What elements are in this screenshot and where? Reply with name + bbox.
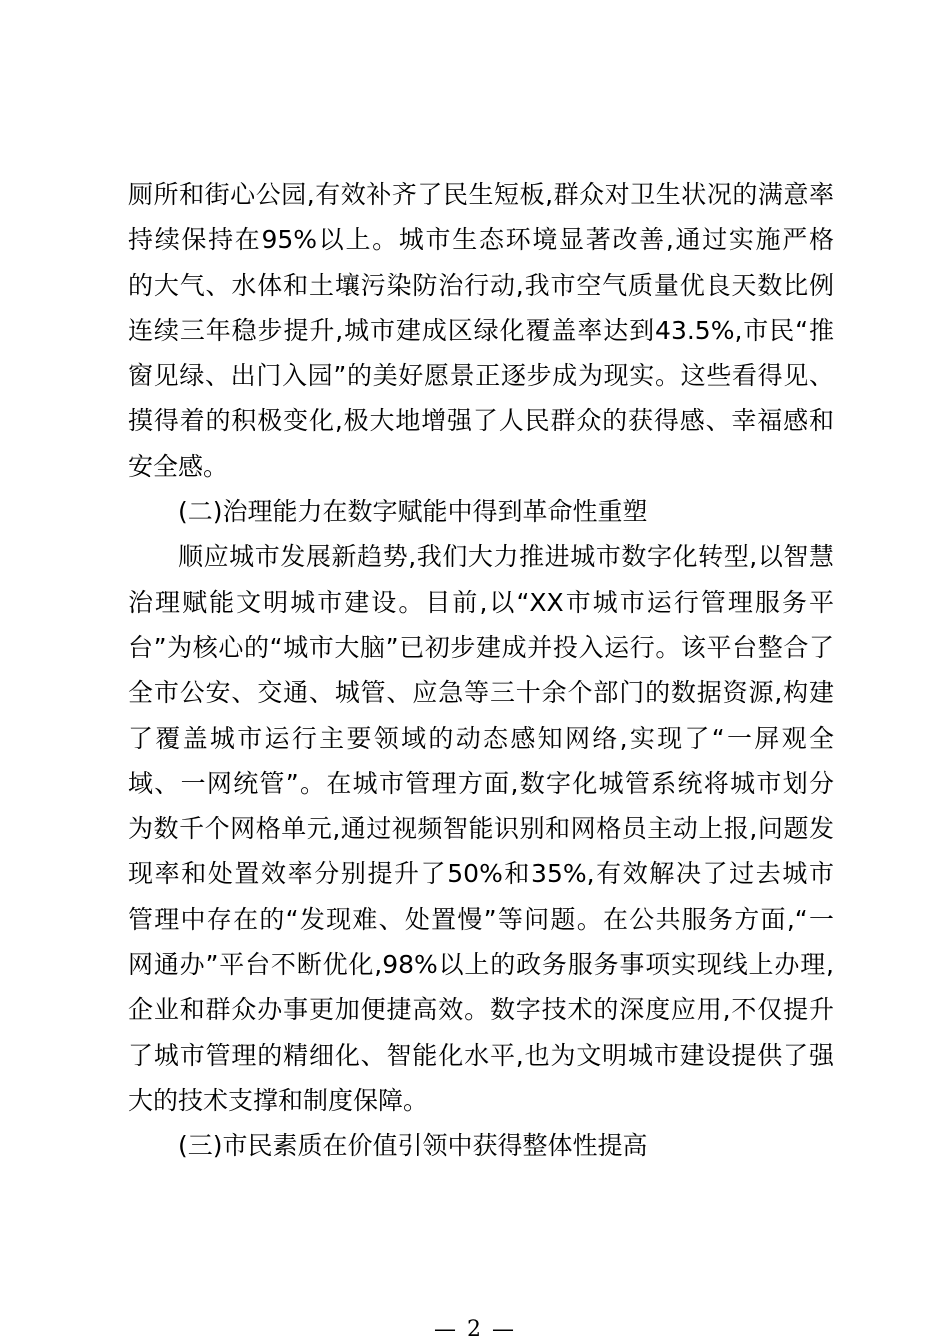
text-line: 管理中存在的“发现难、处置慢”等问题。在公共服务方面,“一 xyxy=(128,904,834,934)
text-line: 持续保持在95%以上。城市生态环境显著改善,通过实施严格 xyxy=(128,225,834,255)
text-line: 网通办”平台不断优化,98%以上的政务服务事项实现线上办理, xyxy=(128,950,834,980)
section-heading: (三)市民素质在价值引领中获得整体性提高 xyxy=(178,1131,648,1161)
text-line: 域、一网统管”。在城市管理方面,数字化城管系统将城市划分 xyxy=(128,768,834,798)
text-line: 为数千个网格单元,通过视频智能识别和网格员主动上报,问题发 xyxy=(128,814,834,844)
text-line: 顺应城市发展新趋势,我们大力推进城市数字化转型,以智慧 xyxy=(178,542,834,572)
text-line: 全市公安、交通、城管、应急等三十余个部门的数据资源,构建 xyxy=(128,678,834,708)
text-line: 厕所和街心公园,有效补齐了民生短板,群众对卫生状况的满意率 xyxy=(128,180,834,209)
text-line: 了覆盖城市运行主要领域的动态感知网络,实现了“一屏观全 xyxy=(128,723,834,753)
text-line: 台”为核心的“城市大脑”已初步建成并投入运行。该平台整合了 xyxy=(128,632,834,662)
text-line: 安全感。 xyxy=(128,451,229,481)
text-line: 摸得着的积极变化,极大地增强了人民群众的获得感、幸福感和 xyxy=(128,406,834,436)
text-line: 治理赋能文明城市建设。目前,以“XX市城市运行管理服务平 xyxy=(128,587,834,617)
page-number: — 2 — xyxy=(434,1317,516,1342)
text-line: 连续三年稳步提升,城市建成区绿化覆盖率达到43.5%,市民“推 xyxy=(128,315,834,345)
text-line: 的大气、水体和土壤污染防治行动,我市空气质量优良天数比例 xyxy=(128,270,834,300)
text-line: 现率和处置效率分别提升了50%和35%,有效解决了过去城市 xyxy=(128,859,834,889)
text-line: 企业和群众办事更加便捷高效。数字技术的深度应用,不仅提升 xyxy=(128,995,834,1025)
document-body xyxy=(128,172,834,1169)
text-line: 窗见绿、出门入园”的美好愿景正逐步成为现实。这些看得见、 xyxy=(128,361,834,391)
section-heading: (二)治理能力在数字赋能中得到革命性重塑 xyxy=(178,497,648,527)
text-line: 了城市管理的精细化、智能化水平,也为文明城市建设提供了强 xyxy=(128,1040,834,1070)
text-line: 大的技术支撑和制度保障。 xyxy=(128,1085,429,1115)
